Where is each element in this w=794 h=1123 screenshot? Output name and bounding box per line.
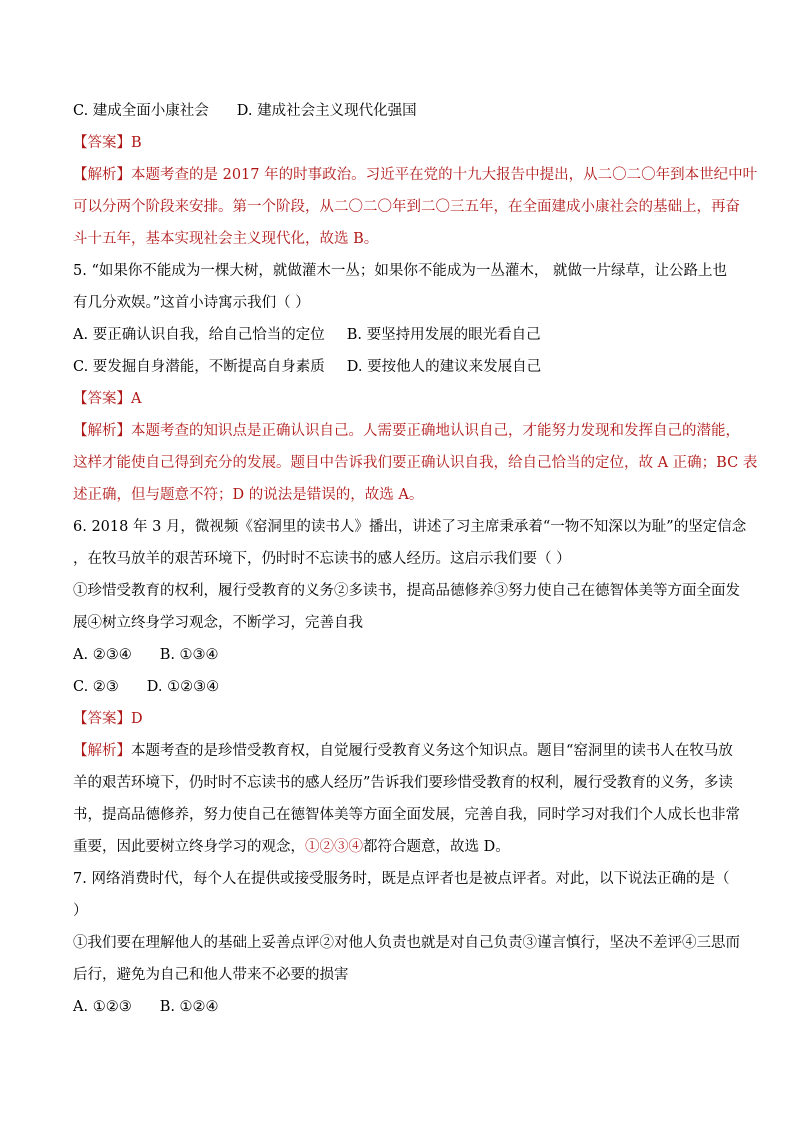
analysis-text: 都符合题意，故选 D。 xyxy=(363,839,510,855)
analysis-label: 【解析】 xyxy=(73,423,131,439)
q5-options-cd xyxy=(73,357,541,377)
analysis-text: 本题考查的知识点是正确认识自己。人需要正确地认识自己，才能努力发现和发挥自己的潜能， xyxy=(131,423,740,439)
analysis-text: 重要，因此要树立终身学习的观念， xyxy=(73,839,305,855)
analysis-label: 【解析】 xyxy=(73,167,131,183)
q5-option-b: B. 要坚持用发展的眼光看自己 xyxy=(346,327,541,343)
analysis-text: 本题考查的是珍惜受教育权，自觉履行受教育义务这个知识点。题目“窑洞里的读书人在牧马放 xyxy=(131,743,733,759)
q6-option-a: A. ②③④ xyxy=(73,647,132,663)
q6-option-b: B. ①③④ xyxy=(159,647,219,663)
q5-option-c: C. 要发掘自身潜能，不断提高自身素质 xyxy=(73,359,325,375)
q5-answer xyxy=(73,389,141,409)
q6-answer xyxy=(73,709,143,729)
q7-stem-line-4: 后行，避免为自己和他人带来不必要的损害 xyxy=(73,967,349,983)
q7-stem-line-3: ①我们要在理解他人的基础上妥善点评②对他人负责也就是对自己负责③谨言慎行，坚决不差评④三思而 xyxy=(73,935,740,951)
q6-analysis-line-2: 羊的艰苦环境下，仍时时不忘读书的感人经历”告诉我们要珍惜受教育的权利，履行受教育的义务，多读 xyxy=(73,775,733,791)
q4-analysis-line-2: 可以分两个阶段来安排。第一个阶段，从二〇二〇年到二〇三五年，在全面建成小康社会的基础上，再奋 xyxy=(73,199,740,215)
q5-stem-line-2: 有几分欢娱。”这首小诗寓示我们（ ） xyxy=(73,295,310,311)
q5-analysis-line-3: 述正确，但与题意不符；D 的说法是错误的，故选 A。 xyxy=(73,487,424,503)
q6-stem-line-3: ①珍惜受教育的权利，履行受教育的义务②多读书，提高品德修养③努力使自己在德智体美等方面全面发 xyxy=(73,583,740,599)
q4-analysis-line-3: 斗十五年，基本实现社会主义现代化，故选 B。 xyxy=(73,231,379,247)
q7-option-b: B. ①②④ xyxy=(159,999,219,1015)
answer-value: D xyxy=(131,711,143,727)
q4-options-cd xyxy=(73,101,417,121)
analysis-text: 本题考查的是 2017 年的时事政治。习近平在党的十九大报告中提出，从二〇二〇年到本世纪中叶 xyxy=(131,167,758,183)
q4-option-c: C. 建成全面小康社会 xyxy=(73,103,209,119)
analysis-label: 【解析】 xyxy=(73,743,131,759)
q5-stem-line-1: 5. “如果你不能成为一棵大树，就做灌木一丛；如果你不能成为一丛灌木， 就做一片绿草，让公路上也 xyxy=(73,263,727,279)
q6-analysis-line-3: 书，提高品德修养，努力使自己在德智体美等方面全面发展，完善自我，同时学习对我们个人成长也非常 xyxy=(73,807,740,823)
q6-stem-line-1: 6. 2018 年 3 月，微视频《窑洞里的读书人》播出，讲述了习主席秉承着“一物不知深以为耻”的坚定信念 xyxy=(73,519,747,535)
q7-option-a: A. ①②③ xyxy=(73,999,132,1015)
q6-option-d: D. ①②③④ xyxy=(146,679,220,695)
q7-stem-line-2: ） xyxy=(73,903,88,919)
q7-stem-line-1: 7. 网络消费时代，每个人在提供或接受服务时，既是点评者也是被点评者。对此，以下说法正确的是（ xyxy=(73,871,730,887)
highlighted-options: ①②③④ xyxy=(305,839,363,855)
q7-options-ab xyxy=(73,997,219,1017)
q5-analysis-line-1 xyxy=(73,421,740,441)
q6-analysis-line-4 xyxy=(73,837,510,857)
answer-label: 【答案】 xyxy=(73,391,131,407)
q5-option-d: D. 要按他人的建议来发展自己 xyxy=(346,359,542,375)
q4-option-d: D. 建成社会主义现代化强国 xyxy=(236,103,417,119)
q6-analysis-line-1 xyxy=(73,741,733,761)
q5-option-a: A. 要正确认识自我，给自己恰当的定位 xyxy=(73,327,325,343)
answer-value: A xyxy=(131,391,142,407)
q5-analysis-line-2: 这样才能使自己得到充分的发展。题目中告诉我们要正确认识自我，给自己恰当的定位，故 A 正确；BC 表 xyxy=(73,455,758,471)
q5-options-ab xyxy=(73,325,541,345)
q4-analysis-line-1 xyxy=(73,165,757,185)
answer-value: B xyxy=(131,135,142,151)
q6-options-cd xyxy=(73,677,219,697)
q6-stem-line-4: 展④树立终身学习观念，不断学习，完善自我 xyxy=(73,615,363,631)
answer-label: 【答案】 xyxy=(73,135,131,151)
q6-stem-line-2: ，在牧马放羊的艰苦环境下，仍时时不忘读书的感人经历。这启示我们要（ ） xyxy=(73,551,571,567)
q6-option-c: C. ②③ xyxy=(73,679,119,695)
q6-options-ab xyxy=(73,645,219,665)
answer-label: 【答案】 xyxy=(73,711,131,727)
q4-answer xyxy=(73,133,142,153)
